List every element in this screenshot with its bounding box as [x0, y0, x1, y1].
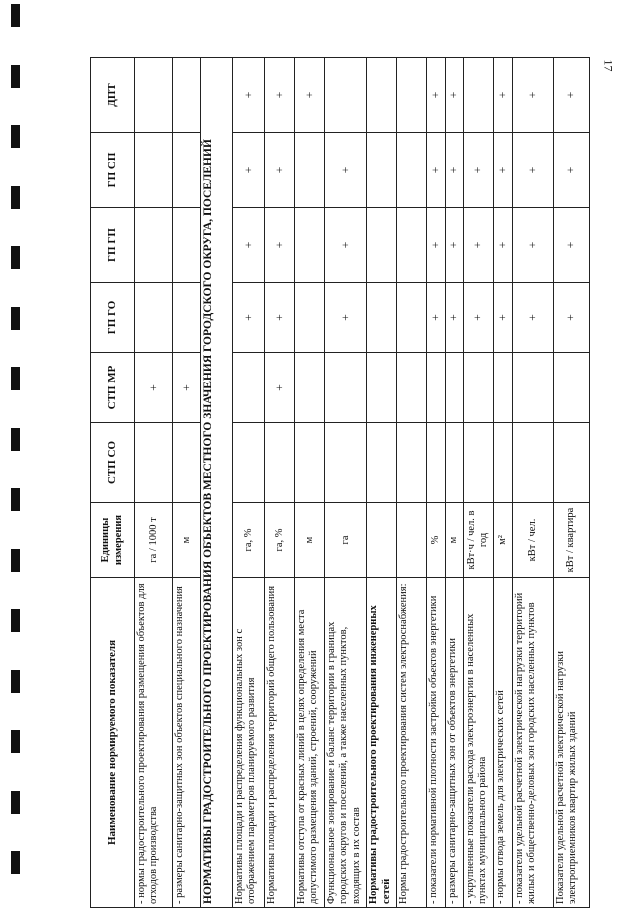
binder-mark: [11, 246, 20, 269]
indicator-name: - нормы отвода земель для электрических сетей: [493, 578, 512, 908]
mark-cell: [493, 353, 512, 423]
table-row: [396, 58, 426, 908]
mark-cell: +: [513, 133, 554, 208]
mark-cell: +: [553, 133, 589, 208]
mark-cell: [173, 283, 201, 353]
table-row: [367, 58, 396, 908]
mark-cell: +: [265, 208, 295, 283]
mark-cell: [426, 353, 445, 423]
mark-cell: +: [493, 133, 512, 208]
mark-cell: [396, 208, 426, 283]
table-header-row: [91, 58, 135, 908]
table-row: [513, 58, 554, 908]
table-row: [265, 58, 295, 908]
header-name: Наименование нормируемого показателя: [91, 578, 135, 908]
mark-cell: +: [426, 58, 445, 133]
section-row: [201, 58, 233, 908]
mark-cell: [396, 283, 426, 353]
mark-cell: [463, 423, 493, 503]
table-row: [173, 58, 201, 908]
binder-mark: [11, 4, 20, 27]
header-col-stp-so: СТП СО: [91, 423, 135, 503]
binder-mark: [11, 791, 20, 814]
mark-cell: [135, 283, 173, 353]
mark-cell: +: [553, 283, 589, 353]
mark-cell: [367, 423, 396, 503]
mark-cell: [463, 58, 493, 133]
mark-cell: [295, 283, 325, 353]
mark-cell: [553, 353, 589, 423]
table-row: [233, 58, 265, 908]
unit-cell: га, %: [233, 503, 265, 578]
mark-cell: [295, 353, 325, 423]
mark-cell: [513, 423, 554, 503]
section-title: НОРМАТИВЫ ГРАДОСТРОИТЕЛЬНОГО ПРОЕКТИРОВАНИЯ ОБЪЕКТОВ МЕСТНОГО ЗНАЧЕНИЯ ГОРОДСКОГО ОКРУГА, ПОСЕЛЕНИЙ: [201, 58, 233, 908]
mark-cell: +: [265, 283, 295, 353]
binder-mark: [11, 307, 20, 330]
rotated-page: [90, 58, 590, 908]
mark-cell: [445, 423, 463, 503]
binder-mark: [11, 428, 20, 451]
mark-cell: [396, 423, 426, 503]
mark-cell: +: [265, 133, 295, 208]
mark-cell: [493, 423, 512, 503]
table-container: [90, 58, 590, 908]
norms-table: [90, 57, 590, 908]
mark-cell: +: [265, 58, 295, 133]
mark-cell: [135, 208, 173, 283]
mark-cell: +: [325, 283, 367, 353]
mark-cell: [445, 353, 463, 423]
indicator-name: Показатели удельной расчетной электрической нагрузки электроприемников квартир жилых зданий: [553, 578, 589, 908]
mark-cell: [513, 353, 554, 423]
mark-cell: +: [445, 58, 463, 133]
header-col-gp-gp: ГП ГП: [91, 208, 135, 283]
mark-cell: +: [445, 133, 463, 208]
mark-cell: +: [553, 208, 589, 283]
mark-cell: +: [135, 353, 173, 423]
mark-cell: [367, 133, 396, 208]
header-unit: Единицы измерения: [91, 503, 135, 578]
mark-cell: [367, 208, 396, 283]
binder-mark: [11, 367, 20, 390]
mark-cell: +: [426, 208, 445, 283]
mark-cell: +: [233, 208, 265, 283]
binder-mark: [11, 488, 20, 511]
mark-cell: [325, 423, 367, 503]
unit-cell: кВт·ч / чел. в год: [463, 503, 493, 578]
mark-cell: [233, 423, 265, 503]
mark-cell: [325, 58, 367, 133]
indicator-name: Нормативы площади и распределения функциональных зон с отображением параметров планируемого развития: [233, 578, 265, 908]
page-number: 17: [601, 59, 616, 72]
table-row: [463, 58, 493, 908]
indicator-name: - нормы градостроительного проектирования размещения объектов для отходов производства: [135, 578, 173, 908]
mark-cell: +: [426, 283, 445, 353]
header-col-gp-go: ГП ГО: [91, 283, 135, 353]
mark-cell: [173, 58, 201, 133]
unit-cell: га: [325, 503, 367, 578]
binder-mark: [11, 125, 20, 148]
mark-cell: +: [233, 133, 265, 208]
mark-cell: +: [493, 283, 512, 353]
mark-cell: +: [445, 208, 463, 283]
binder-mark: [11, 549, 20, 572]
binder-mark: [11, 186, 20, 209]
unit-cell: кВт / чел.: [513, 503, 554, 578]
mark-cell: +: [463, 133, 493, 208]
mark-cell: [463, 353, 493, 423]
mark-cell: [367, 58, 396, 133]
table-body: [135, 58, 590, 908]
mark-cell: +: [553, 58, 589, 133]
indicator-name: - показатели удельной расчетной электрической нагрузки территорий жилых и общественно-деловых зон городских населенных пунктов: [513, 578, 554, 908]
mark-cell: +: [445, 283, 463, 353]
mark-cell: [295, 423, 325, 503]
mark-cell: +: [325, 208, 367, 283]
mark-cell: [135, 423, 173, 503]
table-row: [295, 58, 325, 908]
mark-cell: [396, 133, 426, 208]
unit-cell: м: [173, 503, 201, 578]
indicator-name: Нормативы отступа от красных линий в целях определения места допустимого размещения зданий, строений, сооружений: [295, 578, 325, 908]
mark-cell: [553, 423, 589, 503]
table-row: [325, 58, 367, 908]
mark-cell: [173, 423, 201, 503]
unit-cell: кВт / квартира: [553, 503, 589, 578]
indicator-name: Нормативы градостроительного проектирования инженерных сетей: [367, 578, 396, 908]
mark-cell: [173, 133, 201, 208]
indicator-name: Нормы градостроительного проектирования систем электроснабжения:: [396, 578, 426, 908]
header-col-stp-mr: СТП МР: [91, 353, 135, 423]
header-col-gp-sp: ГП СП: [91, 133, 135, 208]
mark-cell: +: [463, 208, 493, 283]
mark-cell: +: [265, 353, 295, 423]
mark-cell: +: [513, 58, 554, 133]
mark-cell: +: [493, 58, 512, 133]
mark-cell: +: [295, 58, 325, 133]
table-row: [553, 58, 589, 908]
binder-mark: [11, 851, 20, 874]
unit-cell: м: [295, 503, 325, 578]
binder-mark: [11, 65, 20, 88]
indicator-name: - укрупненные показатели расхода электроэнергии в населенных пунктах муниципального района: [463, 578, 493, 908]
indicator-name: - показатели нормативной плотности застройки объектов энергетики: [426, 578, 445, 908]
mark-cell: +: [493, 208, 512, 283]
mark-cell: +: [233, 58, 265, 133]
unit-cell: [396, 503, 426, 578]
mark-cell: +: [463, 283, 493, 353]
mark-cell: [367, 283, 396, 353]
mark-cell: +: [513, 283, 554, 353]
binder-mark: [11, 730, 20, 753]
mark-cell: [426, 423, 445, 503]
mark-cell: [396, 58, 426, 133]
mark-cell: +: [513, 208, 554, 283]
binder-mark: [11, 609, 20, 632]
mark-cell: [367, 353, 396, 423]
binder-mark: [11, 670, 20, 693]
unit-cell: га, %: [265, 503, 295, 578]
mark-cell: [265, 423, 295, 503]
mark-cell: [295, 133, 325, 208]
mark-cell: [135, 58, 173, 133]
indicator-name: Нормативы площади и распределения территорий общего пользования: [265, 578, 295, 908]
indicator-name: - размеры санитарно-защитных зон от объектов энергетики: [445, 578, 463, 908]
unit-cell: %: [426, 503, 445, 578]
mark-cell: +: [173, 353, 201, 423]
mark-cell: [325, 353, 367, 423]
unit-cell: [367, 503, 396, 578]
table-row: [445, 58, 463, 908]
mark-cell: +: [233, 283, 265, 353]
unit-cell: га / 1000 т: [135, 503, 173, 578]
indicator-name: - размеры санитарно-защитных зон объектов специального назначения: [173, 578, 201, 908]
mark-cell: [295, 208, 325, 283]
table-row: [426, 58, 445, 908]
mark-cell: [396, 353, 426, 423]
table-row: [135, 58, 173, 908]
mark-cell: +: [325, 133, 367, 208]
indicator-name: Функциональное зонирование и баланс территории в границах городских округов и поселений, а также населенных пунктов, входящих в их состав: [325, 578, 367, 908]
mark-cell: +: [426, 133, 445, 208]
mark-cell: [173, 208, 201, 283]
mark-cell: [233, 353, 265, 423]
unit-cell: м: [445, 503, 463, 578]
mark-cell: [135, 133, 173, 208]
header-col-dpt: ДПТ: [91, 58, 135, 133]
unit-cell: м²: [493, 503, 512, 578]
table-row: [493, 58, 512, 908]
